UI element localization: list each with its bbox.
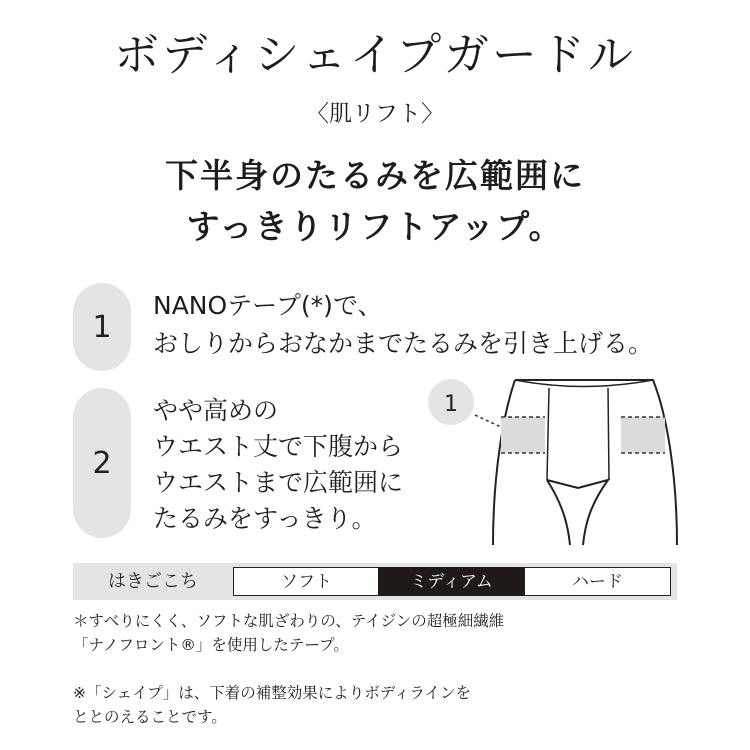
comfort-scale-label: はきごこち xyxy=(108,571,198,592)
feature-2-line-4: たるみをすっきり。 xyxy=(153,504,377,533)
comfort-option-soft: ソフト xyxy=(233,567,380,596)
girdle-outline xyxy=(493,380,677,545)
headline-line-1: 下半身のたるみを広範囲に xyxy=(165,156,585,195)
callout-number: 1 xyxy=(444,392,458,417)
feature-text-1 xyxy=(153,287,653,363)
comfort-scale xyxy=(73,563,677,600)
comfort-option-medium-selected: ミディアム xyxy=(378,567,525,596)
feature-1-line-2: おしりからおなかまでたるみを引き上げる。 xyxy=(153,329,654,358)
headline xyxy=(0,150,750,252)
girdle-illustration-icon xyxy=(425,375,685,545)
feature-2-line-1: やや高めの xyxy=(153,396,279,425)
left-seam xyxy=(547,388,549,480)
right-seam xyxy=(608,388,609,480)
feature-2-line-3: ウエストまで広範囲に xyxy=(153,468,404,497)
product-title: ボディシェイプガードル xyxy=(114,28,636,81)
footnote-shape-line-2: ととのえることです。 xyxy=(73,708,227,726)
product-subtitle: 〈肌リフト〉 xyxy=(306,101,444,127)
footnote-tape-line-2: 「ナノフロント®」を使用したテープ。 xyxy=(73,636,349,654)
tape-panel-right xyxy=(621,417,665,453)
headline-line-2: すっきりリフトアップ。 xyxy=(186,207,564,246)
footnote-shape xyxy=(73,681,471,729)
footnote-shape-line-1: ※「シェイプ」は、下着の補整効果によりボディラインを xyxy=(73,684,472,702)
callout-leader xyxy=(475,415,501,427)
footnote-tape-line-1: ＊すべりにくく、ソフトな肌ざわりの、テイジンの超極細繊維 xyxy=(73,612,505,630)
feature-number-badge-1: 1 xyxy=(73,283,131,371)
feature-number-badge-2: 2 xyxy=(73,388,131,538)
feature-text-2 xyxy=(153,393,403,537)
feature-1-line-1: NANOテープ(*)で、 xyxy=(153,291,383,320)
footnote-tape xyxy=(73,609,504,657)
comfort-option-hard: ハード xyxy=(524,567,671,596)
feature-2-line-2: ウエスト丈で下腹から xyxy=(153,432,404,461)
tape-panel-left xyxy=(501,417,545,453)
